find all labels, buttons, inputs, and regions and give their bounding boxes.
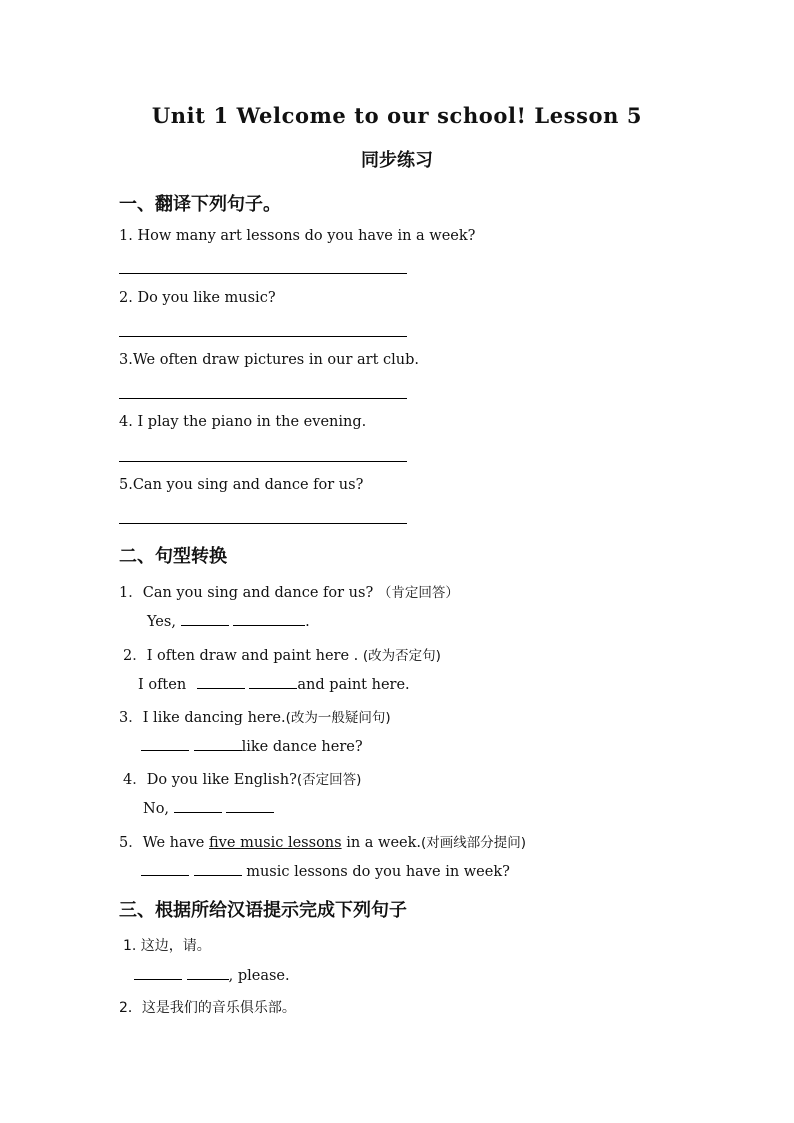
answer-line-1-1[interactable] bbox=[119, 273, 407, 274]
blank-2-4-a[interactable] bbox=[174, 799, 222, 813]
question-3-2: 2．这是我们的音乐俱乐部。 bbox=[119, 1000, 296, 1016]
question-2-5-text-after: in a week. bbox=[346, 835, 421, 851]
question-2-1-text: 1．Can you sing and dance for us? bbox=[119, 585, 374, 601]
answer-line-1-2[interactable] bbox=[119, 336, 407, 337]
answer-line-1-3[interactable] bbox=[119, 398, 407, 399]
blank-2-3-b[interactable] bbox=[194, 737, 242, 751]
section-3-heading: 三、根据所给汉语提示完成下列句子 bbox=[119, 900, 407, 921]
blank-3-1-a[interactable] bbox=[134, 966, 182, 980]
question-2-1-note: （肯定回答） bbox=[377, 585, 459, 601]
question-1-3: 3.We often draw pictures in our art club. bbox=[119, 352, 420, 368]
question-2-2-text: 2．I often draw and paint here . bbox=[123, 648, 359, 664]
question-2-4 bbox=[123, 768, 361, 789]
answer-2-4 bbox=[143, 799, 274, 817]
question-1-4: 4. I play the piano in the evening. bbox=[119, 414, 367, 430]
question-2-5-text-before: 5．We have bbox=[119, 835, 205, 851]
question-2-2 bbox=[123, 644, 441, 665]
page-subtitle: 同步练习 bbox=[361, 150, 433, 171]
blank-2-5-a[interactable] bbox=[141, 862, 189, 876]
answer-2-5 bbox=[141, 862, 510, 880]
answer-3-1 bbox=[134, 966, 290, 984]
blank-3-1-b[interactable] bbox=[187, 966, 229, 980]
question-2-3-note: (改为一般疑问句) bbox=[285, 710, 391, 726]
question-2-5-note: (对画线部分提问) bbox=[421, 835, 527, 851]
answer-2-5-suffix: music lessons do you have in week? bbox=[246, 864, 510, 880]
question-1-2: 2. Do you like music? bbox=[119, 290, 276, 306]
blank-2-1-b[interactable] bbox=[233, 612, 305, 626]
answer-2-3 bbox=[141, 737, 363, 755]
blank-2-4-b[interactable] bbox=[226, 799, 274, 813]
answer-2-1-prefix: Yes, bbox=[147, 614, 176, 630]
blank-2-2-b[interactable] bbox=[249, 675, 297, 689]
blank-2-5-b[interactable] bbox=[194, 862, 242, 876]
answer-2-4-prefix: No, bbox=[143, 801, 170, 817]
answer-2-2 bbox=[138, 675, 410, 693]
question-2-5 bbox=[119, 831, 526, 852]
blank-2-3-a[interactable] bbox=[141, 737, 189, 751]
question-2-4-text: 4．Do you like English? bbox=[123, 772, 297, 788]
answer-2-2-prefix: I often bbox=[138, 677, 187, 693]
question-2-1 bbox=[119, 581, 459, 602]
question-2-4-note: (否定回答) bbox=[296, 772, 362, 788]
question-2-5-underlined: five music lessons bbox=[209, 835, 342, 851]
page-title: Unit 1 Welcome to our school! Lesson 5 bbox=[151, 103, 643, 128]
question-2-3 bbox=[119, 706, 391, 727]
section-2-heading: 二、句型转换 bbox=[119, 546, 227, 567]
question-2-2-note: (改为否定句) bbox=[362, 648, 441, 664]
answer-3-1-suffix: , please. bbox=[228, 968, 290, 984]
question-2-3-text: 3．I like dancing here. bbox=[119, 710, 286, 726]
question-3-1: 1. 这边，请。 bbox=[123, 938, 211, 954]
answer-line-1-5[interactable] bbox=[119, 523, 407, 524]
answer-2-1-suffix: . bbox=[305, 614, 310, 630]
blank-2-1-a[interactable] bbox=[181, 612, 229, 626]
answer-line-1-4[interactable] bbox=[119, 461, 407, 462]
answer-2-3-suffix: like dance here? bbox=[241, 739, 363, 755]
question-1-1: 1. How many art lessons do you have in a week? bbox=[119, 228, 476, 244]
answer-2-1 bbox=[147, 612, 310, 630]
section-1-heading: 一、翻译下列句子。 bbox=[119, 194, 281, 215]
question-1-5: 5.Can you sing and dance for us? bbox=[119, 477, 364, 493]
answer-2-2-suffix: and paint here. bbox=[297, 677, 410, 693]
blank-2-2-a[interactable] bbox=[197, 675, 245, 689]
